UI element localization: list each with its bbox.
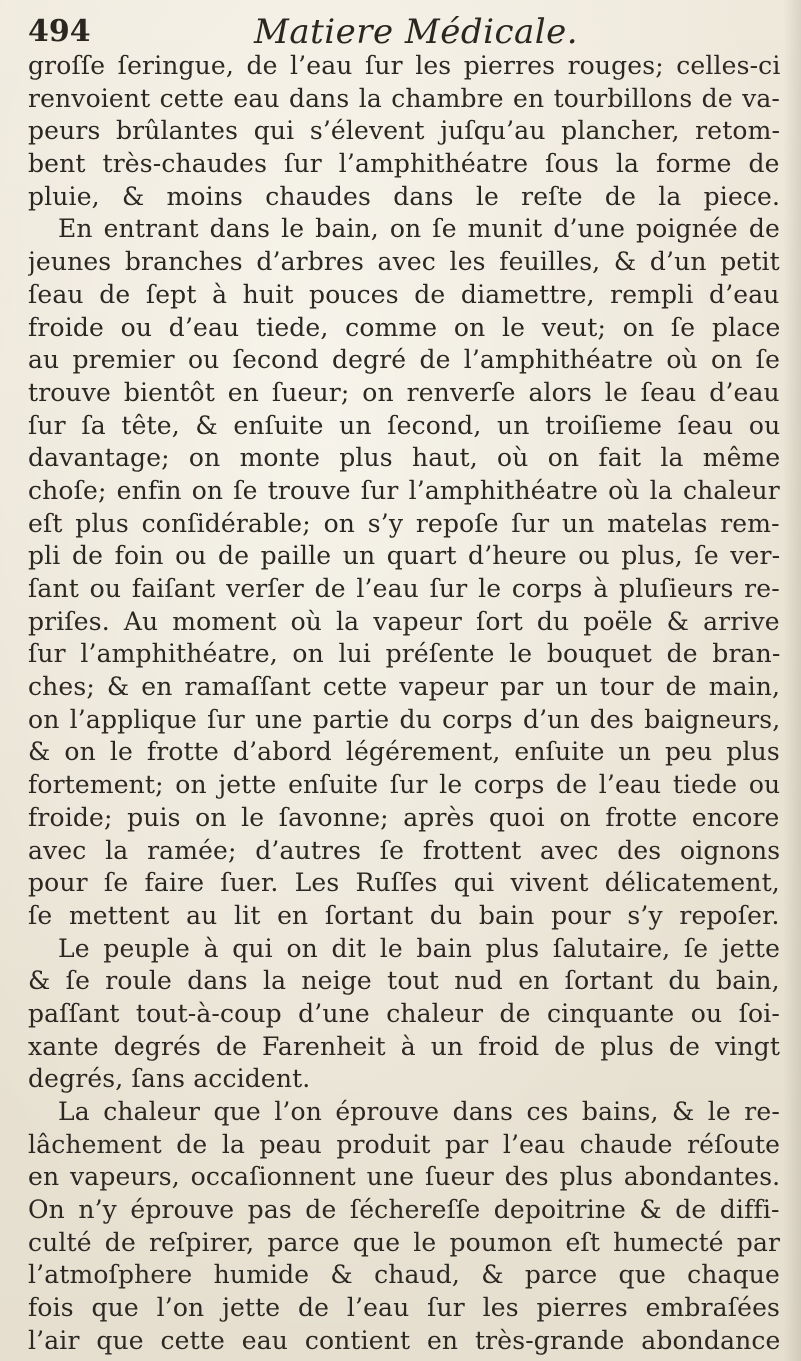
text-line: On n’y éprouve pas de ſéchereſſe depoitrine & de diffi- <box>28 1195 780 1225</box>
text-line: paſſant tout-à-coup d’une chaleur de cinquante ou ſoi- <box>28 998 780 1028</box>
text-line: degrés, ſans accident. <box>28 1064 311 1094</box>
text-line: lâchement de la peau produit par l’eau chaude réſoute <box>28 1129 781 1159</box>
text-line: peurs brûlantes qui s’élevent juſqu’au plancher, retom- <box>28 116 781 146</box>
text-line: bent très-chaudes ſur l’amphithéatre ſous la forme de <box>28 149 780 179</box>
text-line: en vapeurs, occaſionnent une ſueur des plus abondantes. <box>28 1162 781 1192</box>
text-line: xante degrés de Farenheit à un froid de plus de vingt <box>28 1031 781 1061</box>
text-line: jeunes branches d’arbres avec les feuilles, & d’un petit <box>28 247 780 277</box>
text-line: au premier ou ſecond degré de l’amphithéatre où on ſe <box>28 345 781 375</box>
text-line: culté de reſpirer, parce que le poumon eſt humecté par <box>28 1227 781 1257</box>
text-line: fois que l’on jette de l’eau ſur les pierres embraſées <box>28 1293 780 1323</box>
text-line: choſe; enfin on ſe trouve ſur l’amphithéatre où la chaleur <box>28 475 780 505</box>
text-line: En entrant dans le bain, on ſe munit d’une poignée de <box>58 214 780 244</box>
text-line: & ſe roule dans la neige tout nud en ſortant du bain, <box>28 966 780 996</box>
text-line: groſſe ſeringue, de l’eau ſur les pierres rouges; celles-ci <box>28 51 781 80</box>
text-line: trouve bientôt en ſueur; on renverſe alors le ſeau d’eau <box>28 377 780 407</box>
text-line: l’air que cette eau contient en très-grande abondance <box>28 1325 781 1355</box>
text-line: avec la ramée; d’autres ſe frottent avec des oignons <box>28 835 781 865</box>
text-line: l’atmoſphere humide & chaud, & parce que chaque <box>28 1260 780 1290</box>
text-line: La chaleur que l’on éprouve dans ces bains, & le re- <box>58 1097 780 1126</box>
body-text <box>28 50 788 1358</box>
text-line: on l’applique ſur une partie du corps d’un des baigneurs, <box>28 704 781 734</box>
text-line: renvoient cette eau dans la chambre en tourbillons de va- <box>28 83 781 113</box>
text-line: pli de foin ou de paille un quart d’heure ou plus, ſe ver- <box>28 541 781 571</box>
text-line: Le peuple à qui on dit le bain plus ſalutaire, ſe jette <box>58 933 781 963</box>
text-line: ſant ou faiſant verſer de l’eau ſur le corps à pluſieurs re- <box>28 574 780 603</box>
text-line: davantage; on monte plus haut, où on fait la même <box>28 443 781 473</box>
text-line: pour ſe faire ſuer. Les Ruſſes qui vivent délicatement, <box>28 868 780 898</box>
text-line: fortement; on jette enſuite ſur le corps de l’eau tiede ou <box>28 770 781 800</box>
running-head: Matiere Médicale. <box>254 12 579 52</box>
text-line: ſur ſa tête, & enſuite un ſecond, un troiſieme ſeau ou <box>28 410 781 440</box>
text-line: ches; & en ramaſſant cette vapeur par un tour de main, <box>28 672 781 702</box>
text-line: froide; puis on le ſavonne; après quoi on frotte encore <box>28 802 780 832</box>
text-line: priſes. Au moment où la vapeur ſort du poële & arrive <box>28 606 780 636</box>
text-line: eſt plus conſidérable; on s’y repoſe ſur un matelas rem- <box>28 508 780 538</box>
page-edge-shadow <box>783 0 801 1361</box>
text-line: ſe mettent au lit en ſortant du bain pour s’y repoſer. <box>28 900 780 930</box>
text-line: froide ou d’eau tiede, comme on le veut; on ſe place <box>28 312 781 342</box>
text-line: & on le frotte d’abord légérement, enſuite un peu plus <box>28 737 780 767</box>
page-number: 494 <box>28 14 91 49</box>
text-line: ſeau de ſept à huit pouces de diamettre, rempli d’eau <box>28 279 780 309</box>
text-line: pluie, & moins chaudes dans le reſte de la piece. <box>28 181 781 211</box>
page-header <box>28 10 771 54</box>
text-line: ſur l’amphithéatre, on lui préſente le bouquet de bran- <box>28 639 781 669</box>
